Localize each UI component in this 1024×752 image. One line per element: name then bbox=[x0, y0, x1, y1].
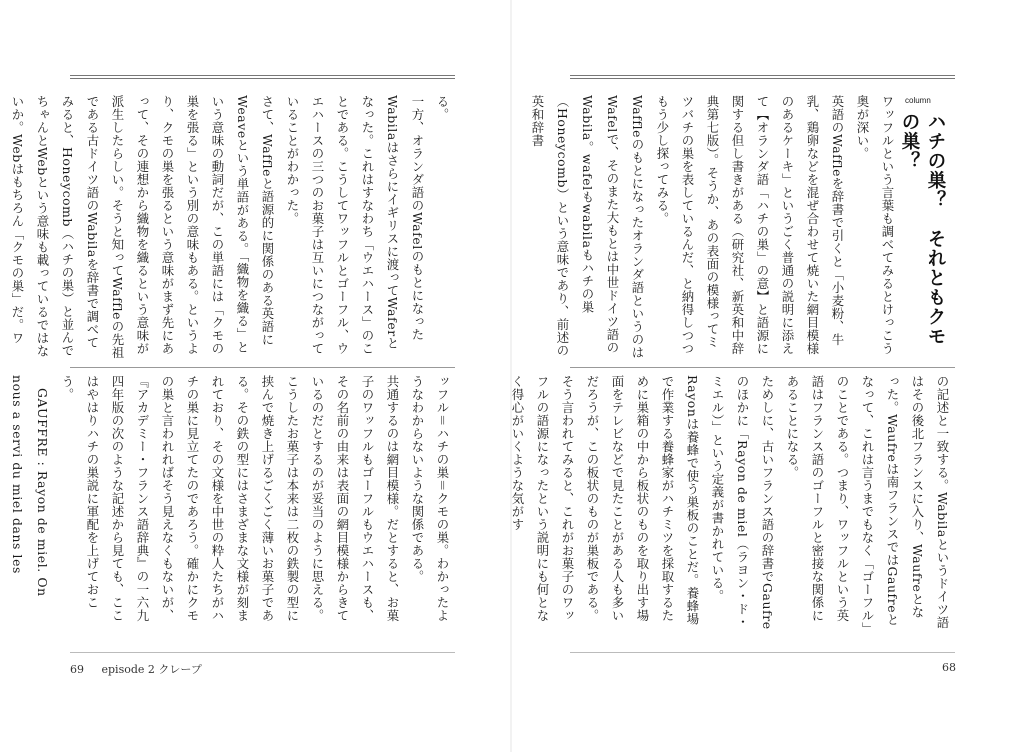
right-page-number: 68 bbox=[942, 661, 956, 674]
right-page-lower-text: の記述と一致する。Wabilaというドイツ語はその後北フランスに入り、Waufreとなった。Waufreは南フランスではGaufreとなって、これは言うまでもなく「ゴーフル」のことである。つまり、ワッフルという英語はフランス語のゴーフルと密接な関係にあることになる。 ためしに、古いフランス語の辞書でGaufreのほかに「Rayon de miel（ラヨン・ド・ミエル）」という定義が書かれている。Rayonは養蜂で使う巣板のことだ。養蜂場で作業する養蜂家がハチミツを採取するために巣箱の中から板状のものを取り出す場面をテレビなどで見たことがある人も多いだろうが、この板状のものが巣板である。そう言われてみると、これがお菓子のワッフルの語源になったという説明にも何となく得心がいくような気がす bbox=[510, 375, 950, 630]
right-top-rule bbox=[570, 75, 955, 79]
left-middle-rule bbox=[70, 367, 455, 368]
left-page-upper-text: る。 一方、オランダ語のWafelのもとになったWabilaはさらにイギリスに渡ってWaferとなった。これはすなわち「ウエハース」のことである。こうしてワッフルとゴーフル、ウエハースの三つのお菓子は互いにつながっていることがわかった。 さて、Waffleと語源的に関係のある英語にWeaveという単語がある。「織物を織る」という意味の動詞だが、この単語には「クモの巣を張る」という別の意味もある。というより、クモの巣を張るという意味がまず先にあって、その連想から織物を織るという意味が派生したらしい。そうと知ってWaffleの先祖である古ドイツ語のWabilaを辞書で調べてみると、Honeycomb（ハチの巣）と並んでちゃんとWebという意味も載っているではないか。Webはもちろん「クモの巣」だ。ワ bbox=[10, 95, 450, 360]
left-page-number: 69 bbox=[70, 663, 84, 676]
right-bottom-rule bbox=[570, 652, 955, 653]
right-page-upper-text: ワッフルという言葉も調べてみるとけっこう奥が深い。 英語のWaffleを辞書で引くと「小麦粉、牛乳、鶏卵などを混ぜ合わせて焼いた網目模様のあるケーキ」というごく普通の説明に添えて【オランダ語「ハチの巣」の意】と語源に関する但し書きがある（研究社、新英和中辞典第七版）。そうか、あの表面の模様ってミツバチの巣を表しているんだ、と納得しつつもう少し探ってみる。 Waffleのもとになったオランダ語というのはWafelで、そのまた大もとは中世ドイツ語のWabila。wafelもwabilaもハチの巣（Honeycomb）という意味であり、前述の英和辞書 bbox=[530, 95, 895, 360]
left-top-rule bbox=[70, 75, 455, 79]
right-middle-rule bbox=[570, 367, 955, 368]
running-header: episode 2 クレープ bbox=[101, 663, 202, 676]
left-page-lower-text: ッフル＝ハチの巣＝クモの巣。わかったようなわからないような関係である。 共通するのは網目模様。だとすると、お菓子のワッフルもゴーフルもウエハースも、その名前の由来は表面の網目模様からきているのだとするのが妥当のように思える。こうしたお菓子は本来は二枚の鉄製の型に挟んで焼き上げるごくごく薄いお菓子である。その鉄の型にはさまざまな文様が刻まれており、その文様を中世の粋人たちがハチの巣に見立てたのであろう。確かにクモの巣と言われればそう見えなくもないが、『アカデミー・フランス語辞典』の一六九四年版の次のような記述から見ても、ここはやはりハチの巣説に軍配を上げておこう。 GAUFFRE : Rayon de miel. On nous a servi du miel dans les bbox=[10, 375, 450, 622]
left-footer bbox=[70, 661, 202, 677]
column-tag: column bbox=[905, 96, 931, 105]
left-bottom-rule bbox=[70, 652, 455, 653]
column-title: ハチの巣？ それともクモの巣？ bbox=[899, 112, 946, 346]
